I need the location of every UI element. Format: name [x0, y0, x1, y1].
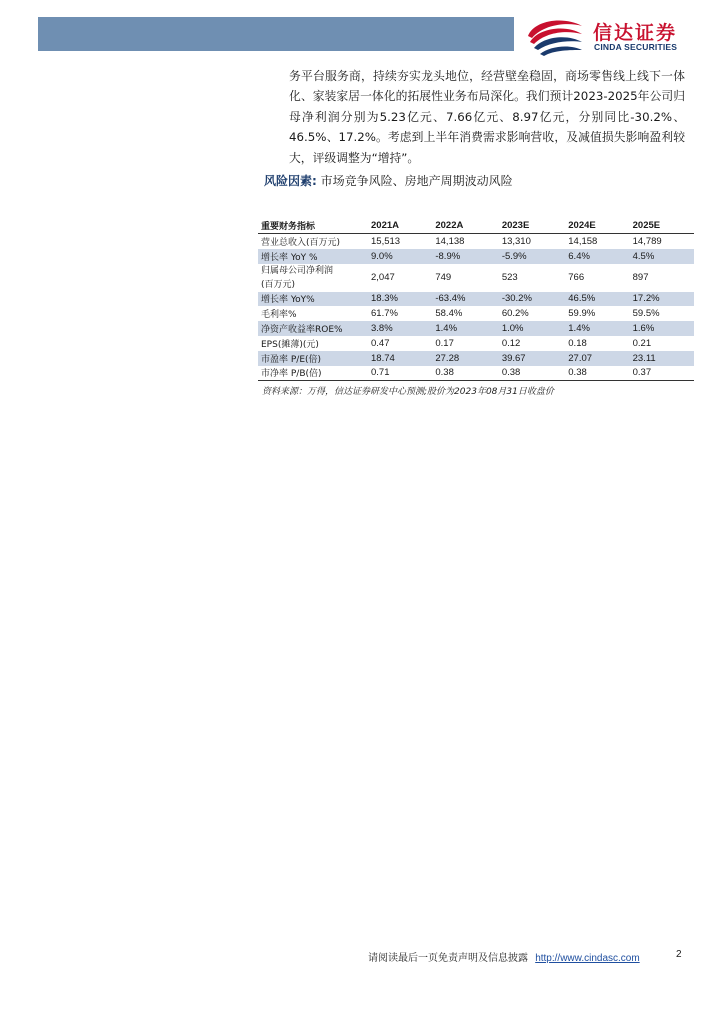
table-cell: 749	[435, 272, 452, 284]
table-cell: 1.4%	[432, 321, 498, 336]
table-cell: 61.7%	[371, 308, 398, 320]
row-label: 增长率 YoY %	[258, 249, 368, 264]
table-header-cell: 2025E	[632, 220, 661, 231]
body-paragraph-text: 务平台服务商，持续夯实龙头地位，经营壁垒稳固，商场零售线上线下一体化、家装家居一体化的拓展性业务布局深化。我们预计2023-2025年公司归母净利润分别为5.23亿元、7.66亿元、8.97亿元，分别同比-30.2%、46.5%、17.2%。考虑到上半年消费需求影响营收，及减值损失影响盈利较大，评级调整为“增持”。	[289, 69, 685, 165]
risk-factors	[264, 172, 513, 190]
footer-disclaimer: 请阅读最后一页免责声明及信息披露	[368, 953, 528, 964]
table-row	[258, 292, 694, 307]
table-cell: 0.71	[368, 366, 432, 381]
table-cell: 17.2%	[630, 292, 694, 307]
table-cell: 523	[501, 272, 518, 284]
table-cell: 0.38	[565, 366, 629, 381]
table-cell: 60.2%	[501, 308, 529, 320]
row-label: 增长率 YoY%	[258, 292, 368, 307]
row-label: EPS(摊薄)(元)	[261, 339, 319, 350]
table-cell: 13,310	[501, 235, 531, 247]
website-link[interactable]: http://www.cindasc.com	[535, 953, 640, 964]
table-cell: 6.4%	[565, 249, 629, 264]
table-cell: 9.0%	[368, 249, 432, 264]
table-cell: 1.4%	[565, 321, 629, 336]
row-label: 市盈率 P/E(倍)	[258, 351, 368, 366]
table-cell: 18.3%	[368, 292, 432, 307]
cinda-logo-icon	[524, 14, 586, 58]
table-row	[258, 321, 694, 336]
table-cell: 3.8%	[368, 321, 432, 336]
row-label-line1: 归属母公司净利润	[261, 265, 334, 276]
table-cell: 0.18	[568, 337, 587, 349]
table-cell: 2,047	[371, 272, 395, 284]
table-cell: 46.5%	[565, 292, 629, 307]
table-cell: -5.9%	[499, 249, 565, 264]
table-cell: -63.4%	[432, 292, 498, 307]
table-cell: 14,138	[435, 235, 465, 247]
data-source-note: 资料来源：万得，信达证券研发中心预测;股价为2023年08月31日收盘价	[262, 387, 554, 397]
table-cell: 14,789	[632, 235, 662, 247]
table-cell: -8.9%	[432, 249, 498, 264]
table-cell: 0.38	[432, 366, 498, 381]
table-cell: 0.17	[435, 337, 454, 349]
table-cell: -30.2%	[499, 292, 565, 307]
table-cell: 23.11	[630, 351, 694, 366]
table-header-cell: 2022A	[435, 220, 464, 231]
table-cell: 1.6%	[630, 321, 694, 336]
risk-text: 市场竞争风险、房地产周期波动风险	[320, 174, 513, 188]
cinda-logo	[524, 14, 704, 58]
row-label-line2: (百万元)	[261, 279, 296, 290]
table-cell: 58.4%	[435, 308, 463, 320]
logo-english-name: CINDA SECURITIES	[594, 42, 678, 52]
table-cell: 18.74	[368, 351, 432, 366]
table-cell: 59.9%	[568, 308, 596, 320]
table-cell: 1.0%	[499, 321, 565, 336]
table-cell: 0.21	[632, 337, 652, 349]
table-cell: 0.47	[371, 337, 390, 349]
table-cell: 27.28	[432, 351, 498, 366]
table-header-cell: 重要财务指标	[261, 222, 316, 232]
table-cell: 0.37	[630, 366, 694, 381]
footer	[368, 949, 640, 964]
row-label: 营业总收入(百万元)	[261, 237, 341, 248]
body-paragraph	[289, 66, 685, 168]
table-row	[258, 351, 694, 366]
table-cell: 4.5%	[630, 249, 694, 264]
financial-indicators-table	[258, 218, 694, 381]
table-header-row	[258, 218, 694, 234]
row-label: 净资产收益率ROE%	[258, 321, 368, 336]
row-label: 毛利率%	[261, 310, 297, 321]
table-cell: 897	[632, 272, 649, 284]
risk-label: 风险因素:	[264, 174, 317, 188]
table-header-cell: 2021A	[371, 220, 399, 231]
table-cell: 39.67	[499, 351, 565, 366]
table-cell: 14,158	[568, 235, 598, 247]
table-row	[258, 234, 694, 249]
header-bar	[38, 17, 514, 51]
table-cell: 15,513	[371, 235, 401, 247]
table-row	[258, 264, 694, 292]
table-cell: 0.38	[499, 366, 565, 381]
table-row	[258, 336, 694, 351]
row-label	[258, 264, 368, 292]
row-label: 市净率 P/B(倍)	[258, 366, 368, 381]
logo-chinese-name: 信达证券	[593, 22, 678, 44]
table-cell: 59.5%	[632, 308, 660, 320]
table-cell: 766	[568, 272, 585, 284]
table-row	[258, 306, 694, 321]
table-row	[258, 249, 694, 264]
table-header-cell: 2024E	[568, 220, 596, 231]
table-cell: 27.07	[565, 351, 629, 366]
table-row	[258, 366, 694, 381]
table-header-cell: 2023E	[501, 220, 530, 231]
page-number: 2	[676, 949, 682, 960]
table-cell: 0.12	[501, 337, 521, 349]
